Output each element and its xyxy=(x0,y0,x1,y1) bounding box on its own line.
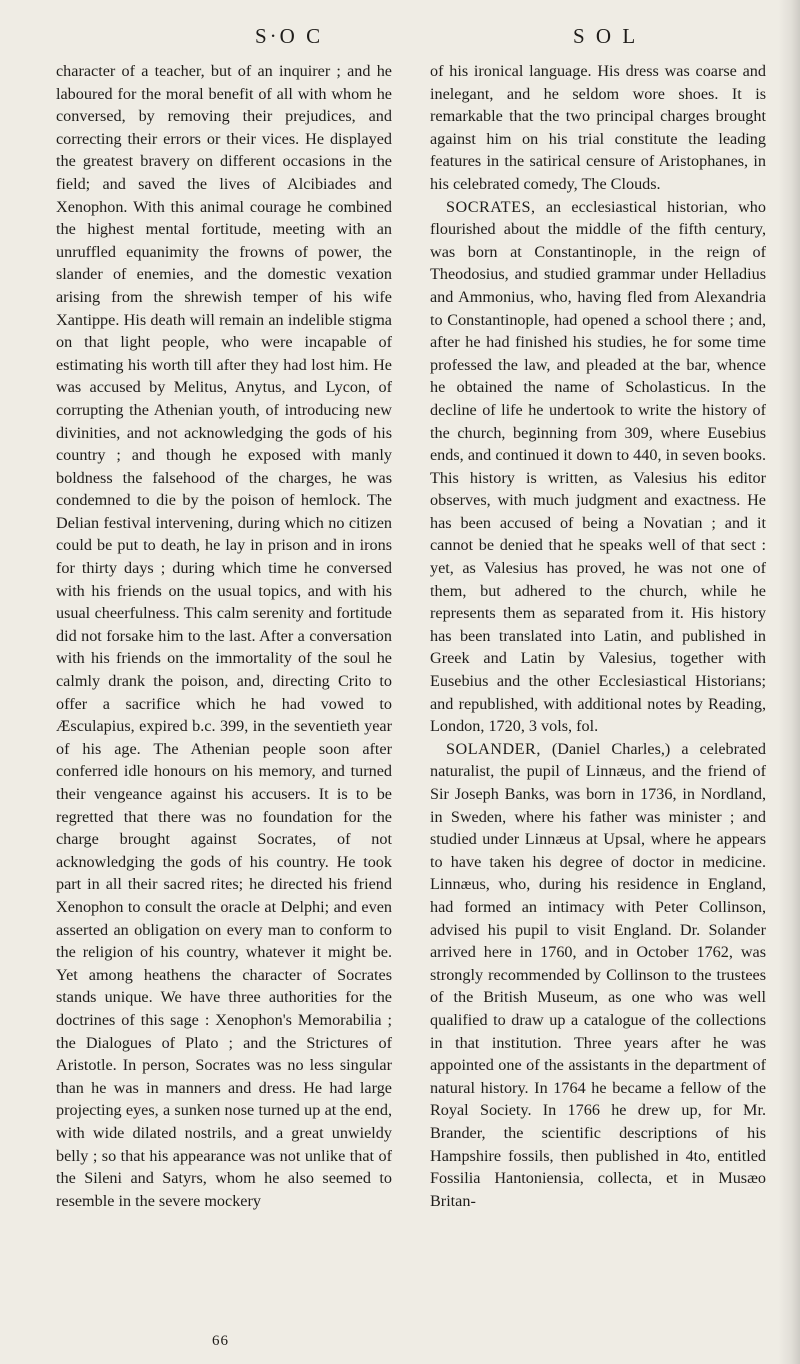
page-edge-shadow xyxy=(778,0,800,1364)
entry-body-socrates: an ecclesiastical historian, who flourished about the middle of the fifth century, was born at Constantinople, in the reign of Theodosius, and studied grammar under Helladius and Ammonius, who, having fled from Alexandria to Constantinople, had opened a school there ; and, after he had finished his studies, he for some time professed the law, and pleaded at the bar, whence he obtained the name of Scholasticus. In the decline of life he undertook to write the history of the church, beginning from 309, where Eusebius ends, and continued it down to 440, in seven books. This history is written, as Valesius his editor observes, with much judgment and exactness. He has been accused of being a Novatian ; and it cannot be denied that he speaks well of that sect : yet, as Valesius has proved, he was not one of them, but adhered to the church, while he represents them as separated from it. His history has been translated into Latin, and published in Greek and Latin by Valesius, together with Eusebius and the other Ecclesiastical Historians; and republished, with additional notes by Reading, London, 1720, 3 vols, fol. xyxy=(430,197,766,736)
socrates-philosopher-paragraph: character of a teacher, but of an inquirer ; and he laboured for the moral benefit of all with whom he conversed, by removing their prejudices, and correcting their errors or their vices. He displayed the greatest bravery on different occasions in the field; and saved the lives of Alcibiades and Xenophon. With this animal courage he combined the highest mental fortitude, meeting with an unruffled equanimity the frowns of power, the slander of enemies, and the domestic vexation arising from the shrewish temper of his wife Xantippe. His death will remain an indelible stigma on that light people, who were incapable of estimating his worth till after they had lost him. He was accused by Melitus, Anytus, and Lycon, of corrupting the Athenian youth, of introducing new divinities, and not acknowledging the gods of his country ; and though he exposed with manly boldness the falsehood of the charges, he was condemned to die by the poison of hemlock. The Delian festival intervening, during which no citizen could be put to death, he lay in prison and in irons for thirty days ; during which time he conversed with his friends on the usual topics, and with his usual cheerfulness. This calm serenity and fortitude did not forsake him to the last. After a conversation with his friends on the immortality of the soul he calmly drank the poison, and, directing Crito to offer a sacrifice which he had vowed to Æsculapius, expired b.c. 399, in the seventieth year of his age. The Athenian people soon after conferred idle honours on his memory, and turned their vengeance against his accusers. It is to be regretted that there was no foundation for the charge brought against Socrates, of not acknowledging the gods of his country. He took part in all their sacred rites; he directed his friend Xenophon to consult the oracle at Delphi; and even asserted an obligation on every man to conform to the religion of his country, whatever it might be. Yet among heathens the character of Socrates stands unique. We have three authorities for the doctrines of this sage : Xenophon's Memorabilia ; the Dialogues of Plato ; and the Strictures of Aristotle. In person, Socrates was no less singular than he was in manners and dress. He had large projecting eyes, a sunken nose turned up at the end, with wide dilated nostrils, and a great unwieldy belly ; so that his appearance was not unlike that of the Sileni and Satyrs, whom he also seemed to resemble in the severe mockery xyxy=(56,62,392,1210)
running-head-left: S·O C xyxy=(255,24,324,48)
running-head-right: S O L xyxy=(573,24,639,48)
right-column xyxy=(430,60,766,1212)
entry-headword-solander: SOLANDER, xyxy=(446,739,541,758)
left-column xyxy=(56,60,392,1212)
page-number: 66 xyxy=(212,1333,229,1349)
entry-headword-socrates: SOCRATES, xyxy=(446,197,536,216)
socrates-historian-entry xyxy=(430,196,766,738)
solander-entry xyxy=(430,738,766,1212)
socrates-continued-paragraph: of his ironical language. His dress was coarse and inelegant, and he seldom wore shoes. It is remarkable that the two principal charges brought against him on his trial constitute the leading features in the satirical censure of Aristophanes, in his celebrated comedy, The Clouds. xyxy=(430,62,766,193)
entry-body-solander: (Daniel Charles,) a celebrated naturalist, the pupil of Linnæus, and the friend of Sir Joseph Banks, was born in 1736, in Nordland, in Sweden, where his father was minister ; and studied under Linnæus at Upsal, where he appears to have taken his degree of doctor in medicine. Linnæus, who, during his residence in England, had formed an intimacy with Peter Collinson, advised his pupil to visit England. Dr. Solander arrived here in 1760, and in October 1762, was strongly recommended by Collinson to the trustees of the British Museum, as one who was well qualified to draw up a catalogue of the collections in that institution. Three years after he was appointed one of the assistants in the department of natural history. In 1764 he became a fellow of the Royal Society. In 1766 he drew up, for Mr. Brander, the scientific descriptions of his Hampshire fossils, then published in 4to, entitled Fossilia Hantoniensia, collecta, et in Musæo Britan- xyxy=(430,739,766,1210)
